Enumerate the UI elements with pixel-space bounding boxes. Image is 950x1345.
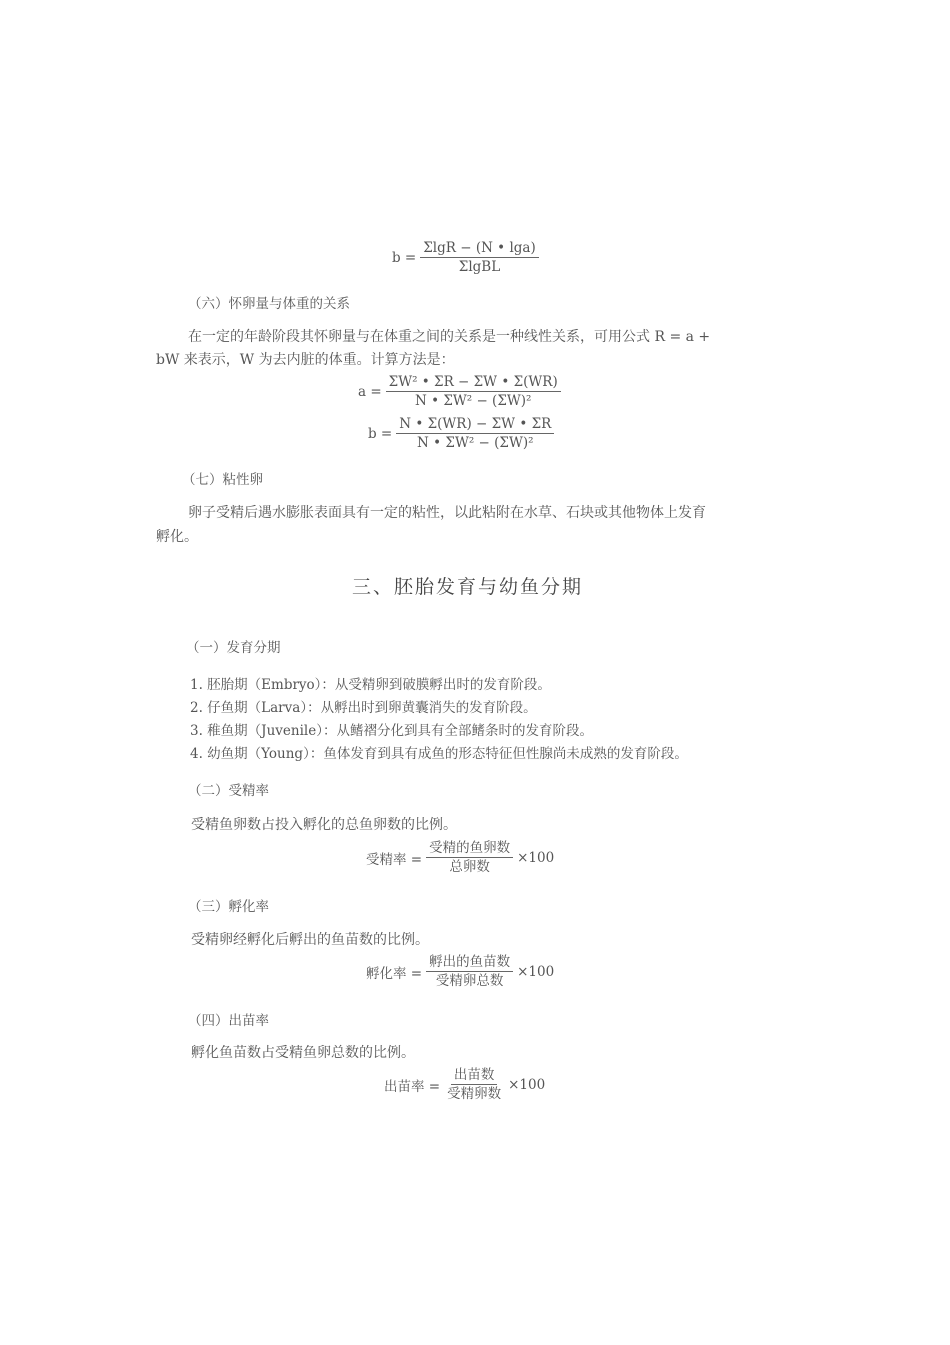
fraction <box>426 954 513 989</box>
emergence-section-title: （四）出苗率 <box>188 1013 269 1029</box>
fraction <box>444 1067 504 1102</box>
denominator: 总卵数 <box>449 859 490 875</box>
fraction <box>396 416 554 451</box>
fertilization-section-title: （二）受精率 <box>188 783 269 799</box>
numerator: ΣW² • ΣR − ΣW • Σ(WR) <box>386 374 561 392</box>
formula-lhs: b = <box>368 425 393 442</box>
numerator: N • Σ(WR) − ΣW • ΣR <box>396 416 554 434</box>
formula-lhs: 出苗率 = <box>384 1078 441 1095</box>
denominator: 受精卵数 <box>447 1086 502 1102</box>
numerator: 孵出的鱼苗数 <box>426 954 513 972</box>
formula-b-linear <box>368 416 558 451</box>
stage-item-embryo: 1. 胚胎期（Embryo）：从受精卵到破膜孵出时的发育阶段。 <box>190 677 551 693</box>
hatching-section-title: （三）孵化率 <box>188 899 269 915</box>
formula-lhs: b = <box>392 249 417 266</box>
formula-lhs: 受精率 = <box>366 851 423 868</box>
emergence-rate-formula <box>384 1067 545 1102</box>
section-6-title: （六）怀卵量与体重的关系 <box>188 296 350 312</box>
section-6-paragraph-line-1: 在一定的年龄阶段其怀卵量与在体重之间的关系是一种线性关系，可用公式 R = a + <box>188 329 711 345</box>
stage-item-juvenile: 3. 稚鱼期（Juvenile）：从鳍褶分化到具有全部鳍条时的发育阶段。 <box>190 723 593 739</box>
chapter-heading: 三、胚胎发育与幼鱼分期 <box>352 576 584 598</box>
multiplier: ×100 <box>517 963 555 980</box>
section-7-title: （七）粘性卵 <box>182 472 263 488</box>
hatching-rate-formula <box>366 954 554 989</box>
fraction <box>420 240 538 275</box>
stage-item-larva: 2. 仔鱼期（Larva）：从孵出时到卵黄囊消失的发育阶段。 <box>190 700 537 716</box>
section-7-paragraph-line-2: 孵化。 <box>156 529 198 545</box>
denominator: 受精卵总数 <box>435 973 504 989</box>
section-6-paragraph-line-2: bW 来表示，W 为去内脏的体重。计算方法是： <box>156 352 455 368</box>
section-7-paragraph-line-1: 卵子受精后遇水膨胀表面具有一定的粘性，以此粘附在水草、石块或其他物体上发育 <box>188 505 706 521</box>
multiplier: ×100 <box>508 1076 546 1093</box>
stage-item-young: 4. 幼鱼期（Young）：鱼体发育到具有成鱼的形态特征但性腺尚未成熟的发育阶段。 <box>190 746 688 762</box>
fertilization-description: 受精鱼卵数占投入孵化的总鱼卵数的比例。 <box>191 817 457 833</box>
denominator: N • ΣW² − (ΣW)² <box>414 393 532 409</box>
emergence-description: 孵化鱼苗数占受精鱼卵总数的比例。 <box>191 1045 415 1061</box>
formula-b-lgbl <box>392 240 543 275</box>
fraction <box>386 374 561 409</box>
fraction <box>426 840 513 875</box>
numerator: ΣlgR − (N • lga) <box>420 240 538 258</box>
denominator: ΣlgBL <box>458 259 501 275</box>
formula-a <box>358 374 565 409</box>
hatching-description: 受精卵经孵化后孵出的鱼苗数的比例。 <box>191 932 429 948</box>
fertilization-rate-formula <box>366 840 554 875</box>
formula-lhs: 孵化率 = <box>366 965 423 982</box>
denominator: N • ΣW² − (ΣW)² <box>417 435 534 451</box>
development-section-title: （一）发育分期 <box>186 640 281 656</box>
multiplier: ×100 <box>517 849 555 866</box>
formula-lhs: a = <box>358 383 382 400</box>
numerator: 出苗数 <box>451 1067 498 1085</box>
numerator: 受精的鱼卵数 <box>426 840 513 858</box>
